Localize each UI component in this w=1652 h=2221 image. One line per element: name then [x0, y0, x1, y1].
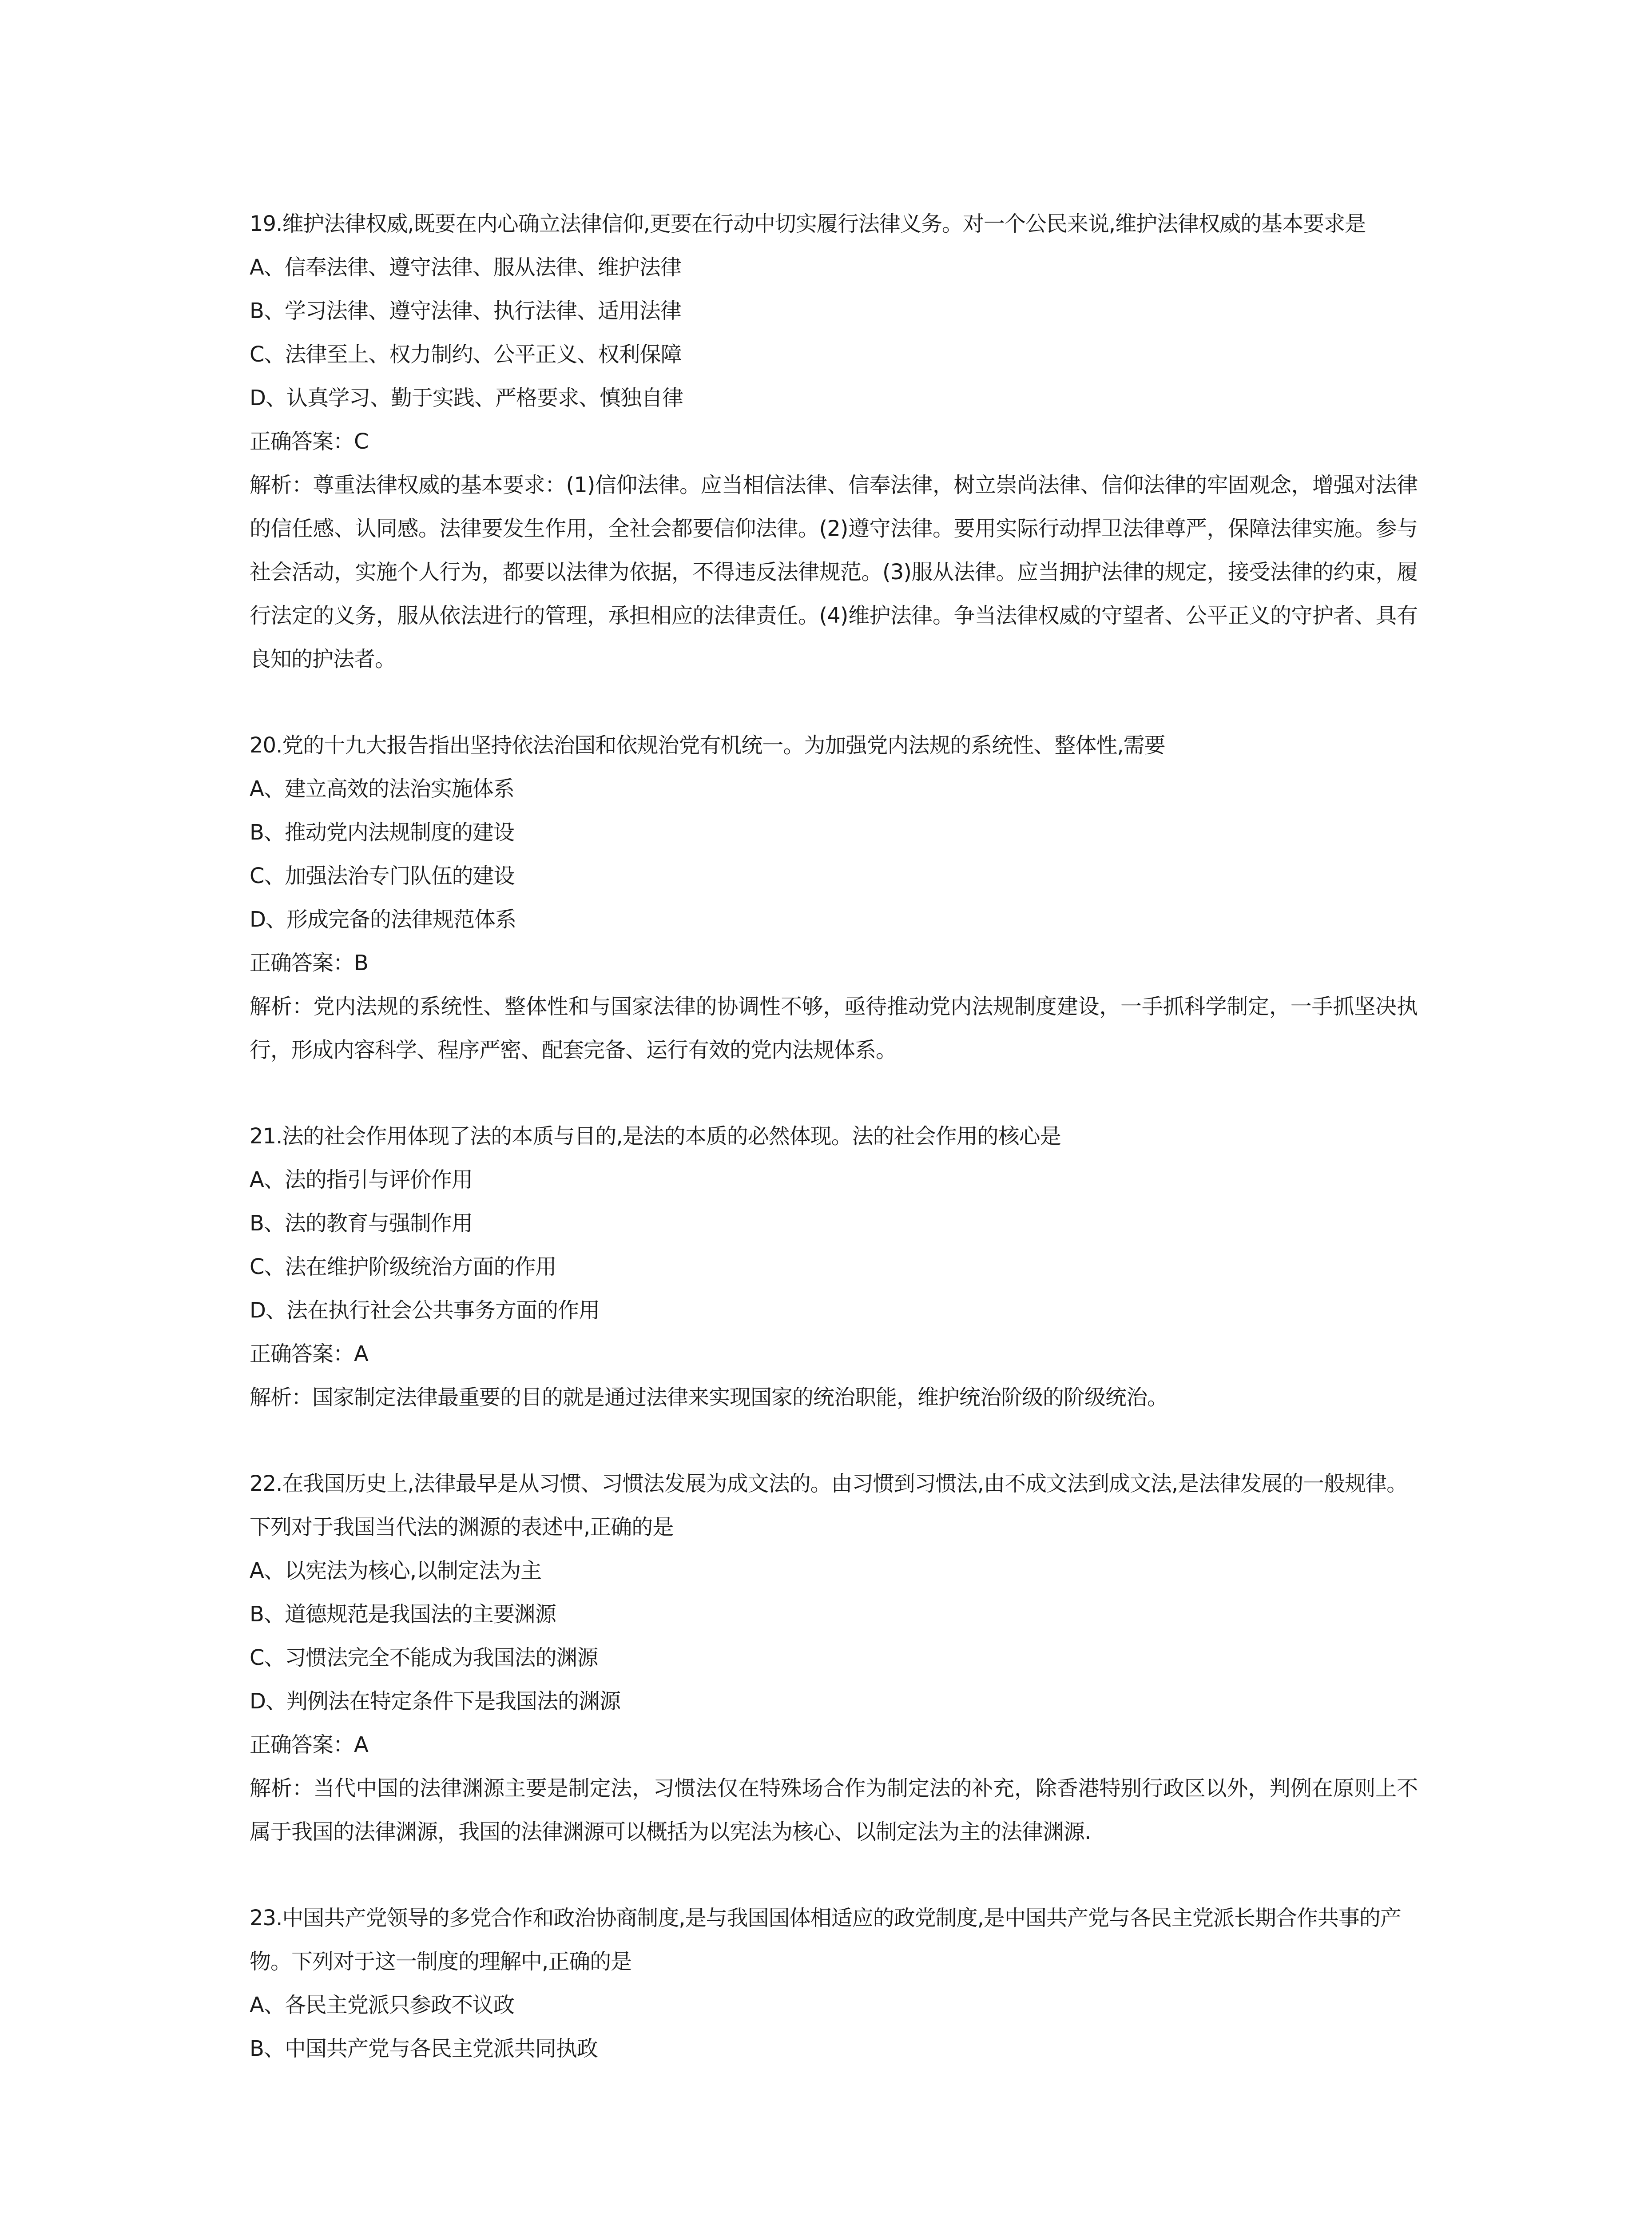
option-b: B、学习法律、遵守法律、执行法律、适用法律: [250, 299, 681, 323]
option-b: B、中国共产党与各民主党派共同执政: [250, 2036, 598, 2061]
spacer: [250, 1072, 1418, 1114]
question-21: [250, 1114, 1418, 1419]
correct-answer: 正确答案：A: [250, 1732, 368, 1757]
option-c: C、习惯法完全不能成为我国法的渊源: [250, 1645, 598, 1670]
spacer: [250, 1854, 1418, 1896]
analysis: 解析：当代中国的法律渊源主要是制定法，习惯法仅在特殊场合作为制定法的补充，除香港特别行政区以外，判例在原则上不属于我国的法律渊源，我国的法律渊源可以概括为以宪法为核心、以制定法为主的法律渊源.: [250, 1776, 1418, 1844]
question-stem: 23.中国共产党领导的多党合作和政治协商制度,是与我国国体相适应的政党制度,是中国共产党与各民主党派长期合作共事的产物。下列对于这一制度的理解中,正确的是: [250, 1906, 1401, 1974]
document-page: [250, 202, 1418, 2070]
option-d: D、认真学习、勤于实践、严格要求、慎独自律: [250, 386, 683, 410]
analysis: 解析：党内法规的系统性、整体性和与国家法律的协调性不够，亟待推动党内法规制度建设，一手抓科学制定，一手抓坚决执行，形成内容科学、程序严密、配套完备、运行有效的党内法规体系。: [250, 994, 1418, 1063]
option-a: A、各民主党派只参政不议政: [250, 1993, 514, 2018]
question-stem: 20.党的十九大报告指出坚持依法治国和依规治党有机统一。为加强党内法规的系统性、整体性,需要: [250, 733, 1165, 758]
option-d: D、法在执行社会公共事务方面的作用: [250, 1298, 600, 1323]
option-a: A、信奉法律、遵守法律、服从法律、维护法律: [250, 255, 681, 280]
option-d: D、形成完备的法律规范体系: [250, 907, 516, 932]
option-c: C、法律至上、权力制约、公平正义、权利保障: [250, 342, 682, 367]
correct-answer: 正确答案：B: [250, 951, 368, 975]
option-b: B、法的教育与强制作用: [250, 1211, 473, 1236]
question-20: [250, 724, 1418, 1072]
option-b: B、推动党内法规制度的建设: [250, 820, 514, 845]
correct-answer: 正确答案：A: [250, 1341, 368, 1366]
option-a: A、以宪法为核心,以制定法为主: [250, 1558, 542, 1583]
question-stem: 21.法的社会作用体现了法的本质与目的,是法的本质的必然体现。法的社会作用的核心是: [250, 1124, 1061, 1149]
question-19: [250, 202, 1418, 681]
question-stem: 22.在我国历史上,法律最早是从习惯、习惯法发展为成文法的。由习惯到习惯法,由不成文法到成文法,是法律发展的一般规律。下列对于我国当代法的渊源的表述中,正确的是: [250, 1471, 1408, 1540]
question-23: [250, 1896, 1418, 2070]
option-b: B、道德规范是我国法的主要渊源: [250, 1602, 556, 1627]
option-c: C、加强法治专门队伍的建设: [250, 864, 515, 888]
question-22: [250, 1462, 1418, 1854]
analysis: 解析：国家制定法律最重要的目的就是通过法律来实现国家的统治职能，维护统治阶级的阶级统治。: [250, 1385, 1168, 1410]
analysis: 解析：尊重法律权威的基本要求：(1)信仰法律。应当相信法律、信奉法律，树立崇尚法律、信仰法律的牢固观念，增强对法律的信任感、认同感。法律要发生作用，全社会都要信仰法律。(2)遵守法律。要用实际行动捍卫法律尊严，保障法律实施。参与社会活动，实施个人行为，都要以法律为依据，不得违反法律规范。(3)服从法律。应当拥护法律的规定，接受法律的约束，履行法定的义务，服从依法进行的管理，承担相应的法律责任。(4)维护法律。争当法律权威的守望者、公平正义的守护者、具有良知的护法者。: [250, 473, 1418, 672]
option-a: A、法的指引与评价作用: [250, 1167, 473, 1192]
option-c: C、法在维护阶级统治方面的作用: [250, 1254, 556, 1279]
spacer: [250, 681, 1418, 724]
spacer: [250, 1419, 1418, 1462]
question-stem: 19.维护法律权威,既要在内心确立法律信仰,更要在行动中切实履行法律义务。对一个公民来说,维护法律权威的基本要求是: [250, 211, 1366, 236]
option-d: D、判例法在特定条件下是我国法的渊源: [250, 1689, 620, 1714]
correct-answer: 正确答案：C: [250, 429, 369, 454]
option-a: A、建立高效的法治实施体系: [250, 776, 514, 801]
